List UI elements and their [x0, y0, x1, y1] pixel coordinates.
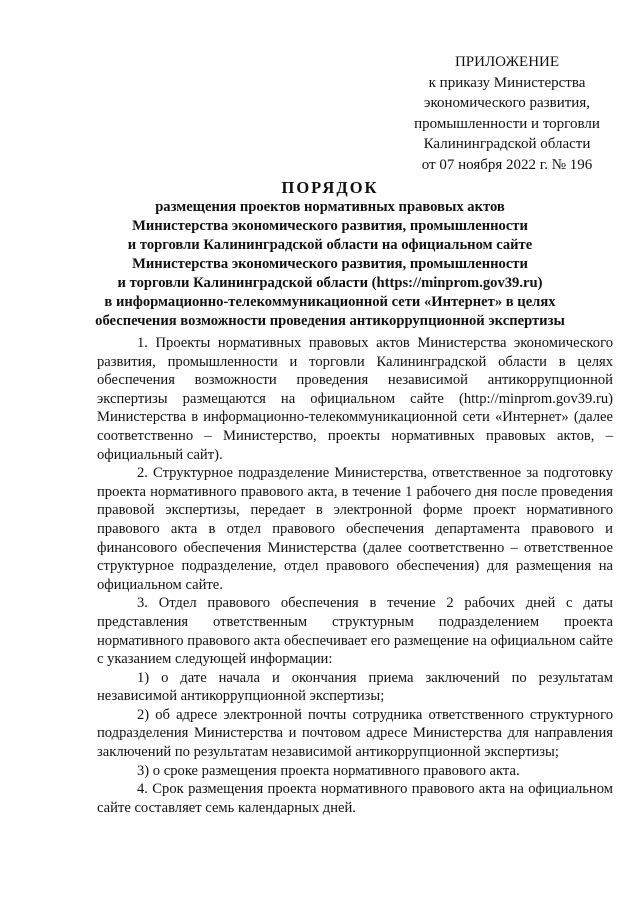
paragraph-3-item-1: 1) о дате начала и окончания приема заключений по результатам независимой антикоррупционной экспертизы; — [97, 669, 613, 705]
appendix-line: от 07 ноября 2022 г. № 196 — [421, 156, 593, 173]
appendix-line: ПРИЛОЖЕНИЕ — [454, 54, 560, 70]
subtitle-line: Министерства экономического развития, промышленности — [132, 218, 528, 234]
appendix-header — [392, 52, 622, 175]
appendix-line: Калининградской области — [423, 136, 591, 152]
appendix-line: промышленности и торговли — [414, 115, 600, 132]
paragraph-1: 1. Проекты нормативных правовых актов Министерства экономического развития, промышленности и торговли Калининградской области в целях обеспечения возможности проведения независимой антикоррупционной экспертизы размещаются на официальном сайте (http://minprom.gov39.ru) Министерства в информационно-телекоммуникационной сети «Интернет» (далее соответственно – Министерство, проекты нормативных правовых актов, – официальный сайт). — [97, 335, 613, 463]
subtitle-line: и торговли Калининградской области (https://minprom.gov39.ru) — [117, 275, 543, 291]
paragraph-3: 3. Отдел правового обеспечения в течение 2 рабочих дней с даты представления ответственным структурным подразделением проекта нормативного правового акта обеспечивает его размещение на официальном сайте с указанием следующей информации: — [97, 595, 613, 668]
paragraph-3-item-2: 2) об адресе электронной почты сотрудника ответственного структурного подразделения Министерства и почтовом адресе Министерства для направления заключений по результатам независимой антикоррупционной экспертизы; — [97, 706, 613, 761]
document-body — [97, 334, 613, 817]
paragraph-2: 2. Структурное подразделение Министерства, ответственное за подготовку проекта нормативного правового акта, в течение 1 рабочего дня после проведения правовой экспертизы, передает в электронной форме проект нормативного правового акта в отдел правового обеспечения департамента правового и финансового обеспечения Министерства (далее соответственно – ответственное структурное подразделение, отдел правового обеспечения) для размещения на официальном сайте. — [97, 465, 613, 593]
paragraph-3-item-3: 3) о сроке размещения проекта нормативного правового акта. — [137, 762, 520, 779]
subtitle-line: и торговли Калининградской области на официальном сайте — [127, 237, 533, 253]
appendix-line: к приказу Министерства — [428, 74, 586, 91]
subtitle-line: в информационно-телекоммуникационной сети «Интернет» в целях — [104, 294, 556, 310]
appendix-line: экономического развития, — [424, 95, 590, 111]
subtitle-line: обеспечения возможности проведения антикоррупционной экспертизы — [95, 313, 565, 329]
subtitle-line: размещения проектов нормативных правовых актов — [155, 199, 505, 215]
document-subtitle — [60, 198, 600, 331]
subtitle-line: Министерства экономического развития, промышленности — [132, 256, 528, 272]
paragraph-4: 4. Срок размещения проекта нормативного правового акта на официальном сайте составляет семь календарных дней. — [97, 781, 613, 816]
document-title: ПОРЯДОК — [281, 178, 379, 197]
